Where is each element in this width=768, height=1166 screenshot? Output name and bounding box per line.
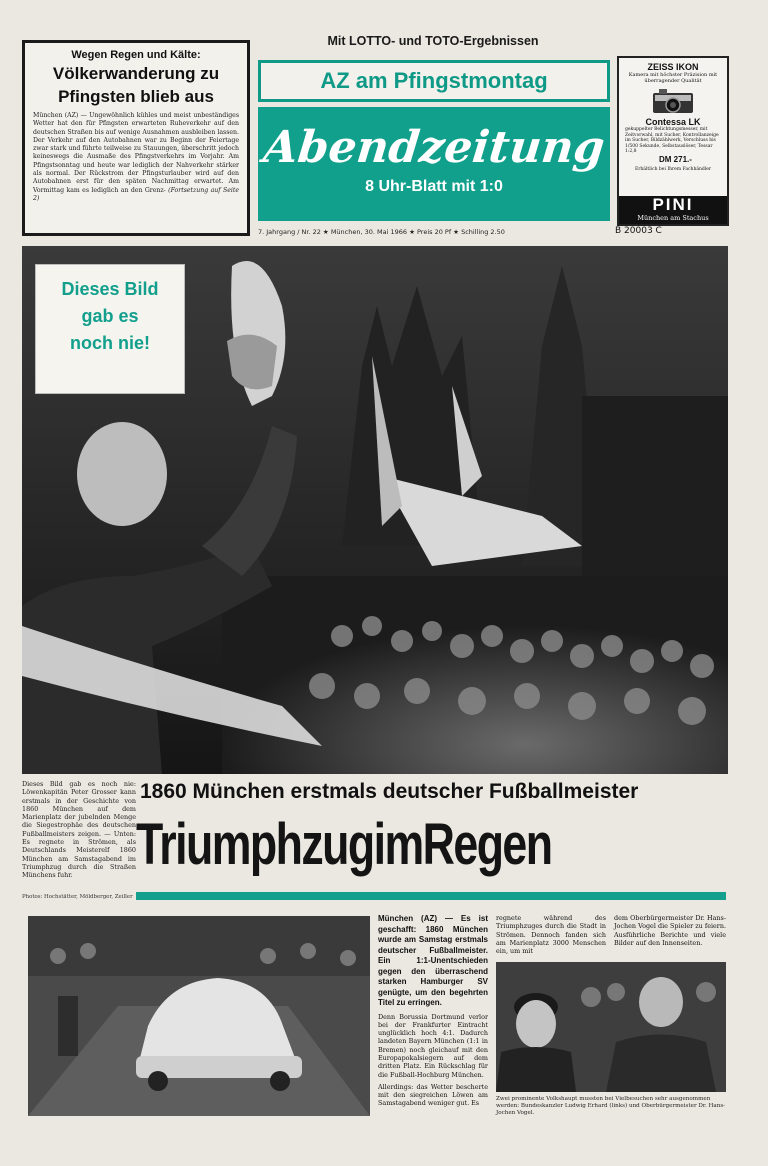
postal-code: B 20003 C — [615, 226, 662, 236]
ad-model: Contessa LK — [645, 117, 701, 127]
badge-line-3: noch nie! — [70, 333, 150, 353]
dateline: 7. Jahrgang / Nr. 22 ★ München, 30. Mai 1966 ★ Preis 20 Pf ★ Schilling 2.50 — [258, 228, 505, 236]
camera-icon — [651, 87, 695, 115]
weather-news-box — [22, 40, 250, 236]
ad-description: gekuppelter Belichtungsmesser, mit Zeitvorwahl, mit Sucher, Kontrollanzeige im Sucher, Bildzählwerk, Verschluss bis 1/500 Sekunde, Selbstauslöser, Tessar 1:2,8 — [625, 127, 719, 154]
weather-headline-2: Pfingsten blieb aus — [58, 87, 214, 106]
article-paragraph-1: Denn Borussia Dortmund verlor bei der Frankfurter Eintracht unglücklich hoch 4:1. Dadurch landeten Bayern München (1:1 in Bremen) noch gleichauf mit den Europapokalsiegern auf dem dritten Platz. Ein Rückschlag für die Fußball-Hochburg München. — [378, 1012, 488, 1079]
article-column-3: dem Oberbürgermeister Dr. Hans-Jochen Vogel die Spieler zu feiern. Ausführliche Berichte und viele Bilder auf den Innenseiten. — [614, 914, 726, 947]
main-headline: TriumphzugimRegen — [136, 812, 552, 877]
badge-line-2: gab es — [81, 306, 139, 326]
ad-brand: ZEISS IKON — [647, 62, 699, 72]
weather-continuation: (Fortsetzung auf Seite 2) — [33, 186, 240, 202]
store-location: München am Stachus — [637, 214, 709, 222]
ad-footer: Erhältlich bei Ihrem Fachhändler — [634, 166, 712, 172]
camera-advertisement — [617, 56, 729, 226]
weather-kicker: Wegen Regen und Kälte: — [71, 49, 201, 61]
article-column-2: regnete während des Triumphzuges durch die Stadt in Strömen. Dennoch fanden sich am Marienplatz 3000 Menschen ein, um mit — [496, 914, 606, 956]
dignitaries-caption: Zwei prominente Volkshaupt mussten bei Vielbesuchen sehr ausgenommen werden: Bundeskanzler Ludwig Erhard (links) und Oberbürgermeister Dr. Hans-Jochen Vogel. — [496, 1096, 726, 1117]
edition-label: 8 Uhr-Blatt mit 1:0 — [365, 178, 503, 195]
weather-headline-1: Völkerwanderung zu — [52, 64, 220, 83]
photo-caption: Dieses Bild gab es noch nie: Löwenkapitän Peter Grosser kann erstmals in der Geschichte von 1860 München auf dem Marienplatz der jubelnden Menge die Siegestrophäe des deutschen Fußballmeisters zeigen. — Unten: Es regnete in Strömen, als Deutschlands Meisterelf 1860 München am Samstagabend im Triumphzug durch die Straßen Münchens fuhr. — [22, 780, 136, 880]
article-lead: München (AZ) — Es ist geschafft: 1860 München wurde am Samstag erstmals deutscher Fußballmeister. Ein 1:1-Unentschieden gegen den überraschend starken Hamburger SV genügte, um den begehrten Titel zu erringen. — [378, 914, 488, 1007]
store-name: PINI — [652, 195, 694, 214]
ad-tagline: Kamera mit höchster Präzision mit überragender Qualität — [628, 72, 718, 84]
article-column-1 — [378, 914, 488, 1108]
subheadline: 1860 München erstmals deutscher Fußballmeister — [140, 780, 639, 803]
article-paragraph-2: Allerdings: das Wetter bescherte mit den siegreichen Löwen am Samstagabend weniger gut. Es — [378, 1082, 488, 1108]
lotto-toto-line: Mit LOTTO- und TOTO-Ergebnissen — [327, 34, 539, 48]
dignitaries-photo — [496, 962, 726, 1092]
badge-line-1: Dieses Bild — [61, 279, 159, 299]
parade-car-photo — [28, 916, 370, 1116]
photo-credit: Photos: Hochstätter, Möldberger, Zeiller — [22, 894, 133, 900]
weather-body: München (AZ) — Ungewöhnlich kühles und meist unbeständiges Wetter hat den für Pfingsten erwarteten Ruheverkehr auf den deutschen Straßen bis auf wenige Ausnahmen ausbleiben lassen. Der Verkehr auf den Autobahnen war zu Beginn der Feiertage zwar stark und führte teilweise zu Stauungen, überschritt jedoch keineswegs die Ausmaße des Pfingstverkehrs im Vorjahr. Am Pfingstsonntag und heute war lediglich der Nahverkehr stärker als normal. Der Rückstrom der Pfingsturlauber wird auf den Autobahnen erst für den späten Nachmittag erwartet. Am Vormittag kam es lediglich an den Grenz- (Fortsetzung auf Seite 2) — [33, 112, 240, 202]
edition-box: AZ am Pfingstmontag — [258, 60, 610, 102]
headline-rule — [136, 892, 726, 900]
never-before-badge — [35, 264, 185, 394]
logo-name: Abendzeitung — [261, 122, 607, 173]
newspaper-logo — [258, 107, 610, 221]
store-bar — [619, 196, 727, 224]
ad-price: DM 271.- — [659, 154, 692, 164]
